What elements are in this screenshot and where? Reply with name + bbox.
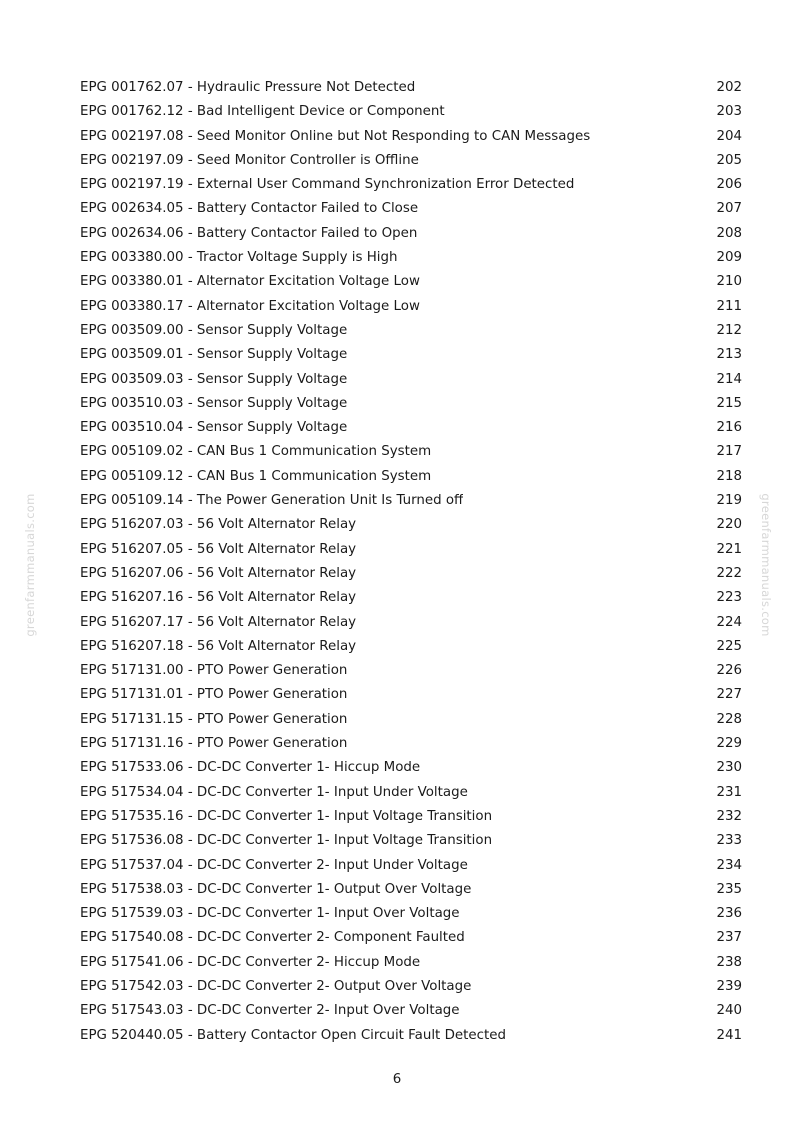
toc-entry-title: EPG 003510.04 - Sensor Supply Voltage	[80, 420, 348, 436]
toc-entry[interactable]	[80, 489, 742, 513]
toc-entry[interactable]	[80, 222, 742, 246]
toc-entry[interactable]	[80, 708, 742, 732]
toc-entry-page: 221	[716, 541, 742, 557]
toc-entry-title: EPG 517539.03 - DC-DC Converter 1- Input Over Voltage	[80, 906, 460, 922]
toc-entry-title: EPG 005109.02 - CAN Bus 1 Communication System	[80, 444, 432, 460]
toc-entry-page: 222	[716, 565, 742, 581]
toc-entry-title: EPG 517534.04 - DC-DC Converter 1- Input Under Voltage	[80, 784, 468, 800]
toc-entry-page: 208	[716, 225, 742, 241]
toc-entry-title: EPG 517131.16 - PTO Power Generation	[80, 736, 348, 752]
toc-entry-page: 211	[716, 298, 742, 314]
toc-entry-page: 229	[716, 736, 742, 752]
toc-entry[interactable]	[80, 173, 742, 197]
toc-entry-title: EPG 002197.08 - Seed Monitor Online but Not Responding to CAN Messages	[80, 128, 591, 144]
toc-entry[interactable]	[80, 416, 742, 440]
toc-entry[interactable]	[80, 538, 742, 562]
toc-entry-title: EPG 517540.08 - DC-DC Converter 2- Component Faulted	[80, 930, 465, 946]
toc-entry-title: EPG 001762.12 - Bad Intelligent Device or Component	[80, 104, 445, 120]
toc-entry-page: 218	[716, 468, 742, 484]
toc-entry[interactable]	[80, 368, 742, 392]
toc-entry[interactable]	[80, 999, 742, 1023]
toc-entry-title: EPG 002634.06 - Battery Contactor Failed to Open	[80, 225, 418, 241]
toc-entry-title: EPG 003380.00 - Tractor Voltage Supply is High	[80, 250, 398, 266]
toc-entry[interactable]	[80, 732, 742, 756]
page-number: 6	[392, 1072, 402, 1087]
toc-entry[interactable]	[80, 319, 742, 343]
toc-entry-title: EPG 003509.00 - Sensor Supply Voltage	[80, 322, 348, 338]
toc-entry-title: EPG 517533.06 - DC-DC Converter 1- Hiccup Mode	[80, 760, 421, 776]
toc-entry-page: 228	[716, 711, 742, 727]
toc-entry-page: 223	[716, 590, 742, 606]
toc-entry[interactable]	[80, 586, 742, 610]
toc-entry-title: EPG 516207.17 - 56 Volt Alternator Relay	[80, 614, 357, 630]
toc-entry-page: 239	[716, 978, 742, 994]
toc-entry-title: EPG 520440.05 - Battery Contactor Open Circuit Fault Detected	[80, 1027, 506, 1043]
toc-entry[interactable]	[80, 1024, 742, 1048]
table-of-contents	[80, 76, 742, 1048]
toc-entry[interactable]	[80, 805, 742, 829]
toc-entry-title: EPG 002197.09 - Seed Monitor Controller is Offline	[80, 152, 419, 168]
toc-entry[interactable]	[80, 246, 742, 270]
toc-entry[interactable]	[80, 440, 742, 464]
toc-entry-page: 220	[716, 517, 742, 533]
toc-entry-page: 206	[716, 177, 742, 193]
toc-entry-page: 216	[716, 420, 742, 436]
toc-entry-title: EPG 005109.12 - CAN Bus 1 Communication System	[80, 468, 432, 484]
toc-entry-page: 231	[716, 784, 742, 800]
toc-entry[interactable]	[80, 611, 742, 635]
toc-entry[interactable]	[80, 149, 742, 173]
toc-entry-title: EPG 003510.03 - Sensor Supply Voltage	[80, 395, 348, 411]
toc-entry-page: 240	[716, 1003, 742, 1019]
toc-entry[interactable]	[80, 951, 742, 975]
toc-entry-title: EPG 517131.01 - PTO Power Generation	[80, 687, 348, 703]
toc-entry-page: 213	[716, 347, 742, 363]
toc-entry-title: EPG 517542.03 - DC-DC Converter 2- Output Over Voltage	[80, 978, 472, 994]
toc-entry[interactable]	[80, 392, 742, 416]
toc-entry-page: 225	[716, 638, 742, 654]
toc-entry-title: EPG 003509.01 - Sensor Supply Voltage	[80, 347, 348, 363]
toc-entry[interactable]	[80, 902, 742, 926]
toc-entry[interactable]	[80, 854, 742, 878]
toc-entry[interactable]	[80, 635, 742, 659]
toc-entry-title: EPG 516207.06 - 56 Volt Alternator Relay	[80, 565, 357, 581]
toc-entry[interactable]	[80, 513, 742, 537]
toc-entry-page: 234	[716, 857, 742, 873]
toc-entry-page: 209	[716, 250, 742, 266]
toc-entry-title: EPG 517131.15 - PTO Power Generation	[80, 711, 348, 727]
toc-entry-title: EPG 516207.05 - 56 Volt Alternator Relay	[80, 541, 357, 557]
toc-entry[interactable]	[80, 975, 742, 999]
toc-entry-page: 203	[716, 104, 742, 120]
toc-entry[interactable]	[80, 270, 742, 294]
toc-entry[interactable]	[80, 829, 742, 853]
toc-entry-title: EPG 517538.03 - DC-DC Converter 1- Output Over Voltage	[80, 881, 472, 897]
toc-entry-page: 227	[716, 687, 742, 703]
toc-entry-title: EPG 003509.03 - Sensor Supply Voltage	[80, 371, 348, 387]
toc-entry[interactable]	[80, 125, 742, 149]
toc-entry-page: 210	[716, 274, 742, 290]
toc-entry-page: 224	[716, 614, 742, 630]
toc-entry-title: EPG 517536.08 - DC-DC Converter 1- Input Voltage Transition	[80, 833, 493, 849]
toc-entry-title: EPG 516207.03 - 56 Volt Alternator Relay	[80, 517, 357, 533]
toc-entry-page: 214	[716, 371, 742, 387]
toc-entry-title: EPG 516207.18 - 56 Volt Alternator Relay	[80, 638, 357, 654]
toc-entry-page: 226	[716, 663, 742, 679]
toc-entry[interactable]	[80, 562, 742, 586]
toc-entry[interactable]	[80, 659, 742, 683]
toc-entry-page: 232	[716, 808, 742, 824]
watermark-right: greenfarmmanuals.com	[759, 493, 773, 637]
toc-entry-title: EPG 003380.01 - Alternator Excitation Voltage Low	[80, 274, 420, 290]
toc-entry-title: EPG 517543.03 - DC-DC Converter 2- Input Over Voltage	[80, 1003, 460, 1019]
toc-entry[interactable]	[80, 926, 742, 950]
toc-entry-page: 202	[716, 80, 742, 95]
toc-entry-page: 215	[716, 395, 742, 411]
toc-entry-page: 217	[716, 444, 742, 460]
toc-entry-title: EPG 517535.16 - DC-DC Converter 1- Input Voltage Transition	[80, 808, 493, 824]
toc-entry-title: EPG 002634.05 - Battery Contactor Failed to Close	[80, 201, 419, 217]
toc-entry-page: 207	[716, 201, 742, 217]
toc-entry-title: EPG 517537.04 - DC-DC Converter 2- Input Under Voltage	[80, 857, 468, 873]
toc-entry[interactable]	[80, 197, 742, 221]
toc-entry[interactable]	[80, 781, 742, 805]
toc-entry[interactable]	[80, 465, 742, 489]
watermark-left: greenfarmmanuals.com	[23, 493, 37, 637]
toc-entry-title: EPG 003380.17 - Alternator Excitation Voltage Low	[80, 298, 420, 314]
toc-entry-page: 204	[716, 128, 742, 144]
toc-entry[interactable]	[80, 295, 742, 319]
toc-entry-page: 237	[716, 930, 742, 946]
toc-entry-page: 219	[716, 493, 742, 509]
toc-entry-title: EPG 517541.06 - DC-DC Converter 2- Hiccup Mode	[80, 954, 421, 970]
toc-entry[interactable]	[80, 76, 742, 100]
toc-entry-page: 233	[716, 833, 742, 849]
toc-entry-title: EPG 001762.07 - Hydraulic Pressure Not Detected	[80, 80, 416, 95]
toc-entry-title: EPG 005109.14 - The Power Generation Unit Is Turned off	[80, 493, 464, 509]
toc-entry-page: 230	[716, 760, 742, 776]
toc-entry[interactable]	[80, 878, 742, 902]
toc-entry-title: EPG 002197.19 - External User Command Synchronization Error Detected	[80, 177, 575, 193]
toc-entry-page: 212	[716, 322, 742, 338]
toc-entry[interactable]	[80, 100, 742, 124]
toc-entry[interactable]	[80, 343, 742, 367]
toc-entry-page: 235	[716, 881, 742, 897]
toc-entry-page: 238	[716, 954, 742, 970]
toc-entry-page: 241	[716, 1027, 742, 1043]
toc-entry-title: EPG 516207.16 - 56 Volt Alternator Relay	[80, 590, 357, 606]
toc-entry-page: 236	[716, 906, 742, 922]
toc-entry[interactable]	[80, 683, 742, 707]
toc-entry-page: 205	[716, 152, 742, 168]
toc-entry[interactable]	[80, 756, 742, 780]
toc-entry-title: EPG 517131.00 - PTO Power Generation	[80, 663, 348, 679]
